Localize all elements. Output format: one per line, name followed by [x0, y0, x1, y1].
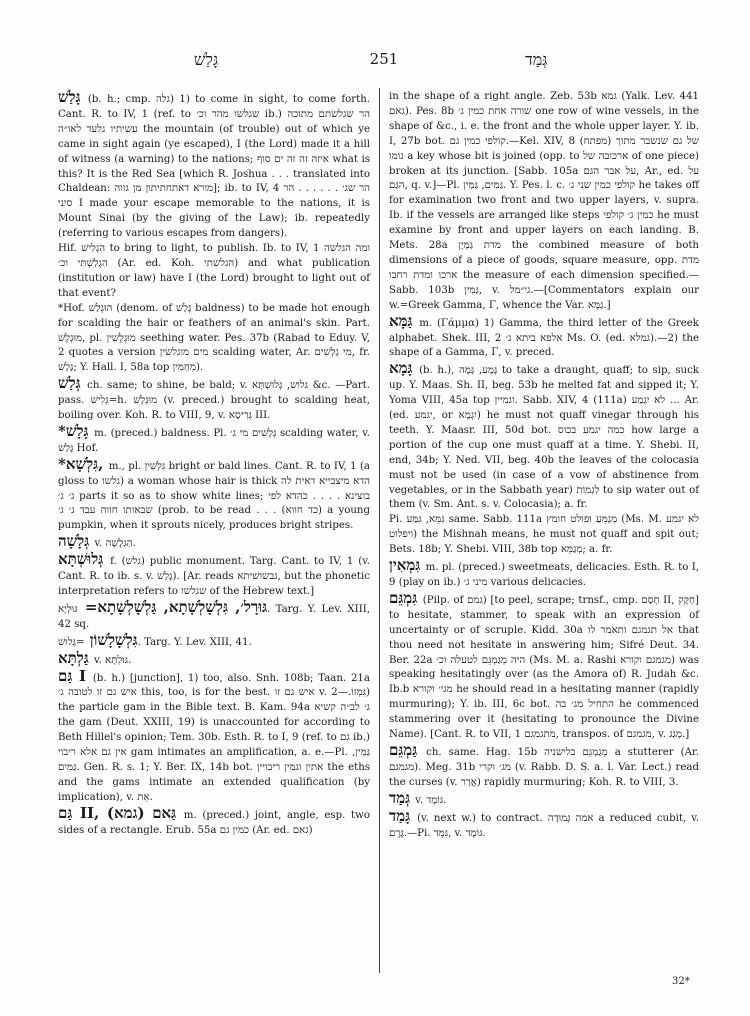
entry-headword: גַּם II, גַּאם (גמא) [58, 803, 184, 822]
entry-text: (b. h.) [junction], 1) too, also. Snh. 108b; Taan. 21a איש גם זו לטובה ג׳ this, too, is for the best. איש גם זו v. גִּמְזוֹ.—2) the particle gam in the Bible text. B. Kam. 94a ג׳ לב״ה קשיא the gam (Deut. XXIII, 19) is unaccounted for according to Beth Hillel's opinion; Tem. 30b. Esth. R. to I, 9 (ref. to גם ib.) אין גם אלא ריבוי gam intimates an amplification, a. e.—Pl. גַּמִּין, גַּמִּים. Gen. R. s. 1; Y. Ber. IX, 14b bot. אתין וגמין ריבויין the eths and the gams intimate an extended qualification (by implication), v. אֵת. [58, 672, 371, 803]
entry-text: Hif. הִגְלִישׁ to bring to light, to publish. Ib. to IV, 1 ומה הגלשה הִגְלַשְׁתִּי וכ׳ (Ar. ed. Koh. הגלשתי) and what publication (institution or law) have I (the Lord) brought to light out of that event? [58, 243, 370, 299]
entry-text: m. (preced.) baldness. Pl. גְּלָשִׁים מי ג׳ scalding water, v. גָּלַשׁ Hof. [58, 427, 370, 454]
entry-text: (b. h.; cmp. גלה) 1) to come in sight, to come forth. Cant. R. to IV, 1 (ref. to שגלשו מהר וכ׳ ib.) הר שגלשתם מתוכה עשיתיו גלעד לאו״ה the mountain (of trouble) out of which ye came in sight again (ye escaped), I (the Lord) made it a hill of witness (a warning) to the nations; איזה זה זה ים סוף what is this? It is the Red Sea [which R. Joshua . . . translated into Chaldean: מורא דאתחתיתון מן גווה]; ib. to IV, 4 הר שג׳ . . . . . . הר סיני I made your escape memorable to the nations, it is Mount Sinai (by the giving of the Law); ib. repeatedly (referring to various escapes from dangers). [58, 94, 371, 240]
dictionary-entry [389, 558, 699, 591]
entry-headword: גְּלָשָׁה [58, 532, 95, 551]
entry-text: m. (preced.) joint, angle, esp. two sides of a rectangle. Erub. 55a כמין גם (Ar. ed. גאם) [58, 809, 370, 836]
entry-text: v. גּוּלְתָּא. [93, 654, 132, 666]
entry-text: in the shape of a right angle. Zeb. 53b גמא (Yalk. Lev. 441 גאם). Pes. 8b שורה אחת כמין ג׳ one row of wine vessels, in the shape of &c., i. e. the front and the whole upper layer. Y. ib. I, 27b bot. קולפי כמין גם.—Kel. XIV, 8 (מפתח) של גם שנשבר מתוך גומו a key whose bit is joined (opp. to ארכובה של of one piece) broken at its junction. [Sabb. 105a על אבר הגם, Ar., ed. על הגַּם, q. v.]—Pl. גַּמִּים, גַּמִּין. Y. Pes. l. c. קולפי כמין שני ג׳ he takes off for examination two front and two upper layers, v. supra. Ib. if the vessels are arranged like steps כמין ג׳ קולפי he must examine by front and upper layers on each landing. B. Mets. 28a מדת גַּמְּיָן the combined measure of both dimensions of a piece of goods, square measure, opp. מדת ארכו ומדת רחבו the measure of each dimension specified.—Sabb. 103b גַּמִּין, v. גי״מל.—[Commentators explain our w.=Greek Gamma, Γ, whence the Var. גַּמָּא.] [389, 91, 700, 311]
dictionary-entry [58, 648, 370, 669]
entry-headword: גָּמָא [389, 359, 420, 378]
running-head-left: גָּלַשׁ [194, 50, 219, 69]
signature-mark: 32* [672, 976, 690, 987]
entry-headword: *גָּלָשׁ [58, 421, 95, 440]
entry-text: ch. same; to shine, be bald; v. גלוש, גְּלוּשְׁתָּא &c. —Part. pass. גְּלִישׁ=h. מוּגְלָשׁ (v. preced.) brought to scalding heat, boiling over. Koh. R. to VIII, 9, v. גְּרִיסָא III. [58, 380, 371, 422]
dictionary-entry [58, 302, 370, 377]
entry-text: ch. same. Hag. 15b מְגַמְגֵּם בלישניה a stutterer (Ar. מגמגם). Meg. 31b מג׳ וקרי (v. Rabb. D. S. a. l. Var. Lect.) read the curses (v. אֲרַר) rapidly murmuring; Koh. R. to VIII, 3. [389, 746, 699, 788]
dictionary-entry [389, 513, 699, 558]
entry-headword: גַּמְגֵּם [389, 740, 427, 759]
entry-headword: גַּלְתָּא [58, 648, 94, 667]
dictionary-entry [389, 361, 699, 513]
dictionary-entry [58, 90, 370, 242]
entry-headword: גִּלְשָׁלָשׁוֹן [84, 630, 138, 649]
dictionary-entry [58, 421, 370, 457]
dictionary-entry [389, 806, 699, 842]
entry-text: m., pl. גִּלְשִׁין bright or bald lines. Cant. R. to IV, 1 (a gloss to גלשו) a woman whose hair is thick הדא מיצבייא דאית לה ג׳ ג׳ parts it so as to show white lines; בוצינא . . . . כהדא לפי שבאותו חווה עבד ג׳ ג׳ (prob. to be read . . . (כד חווא) a young pumpkin, when it sprouts nicely, produces bright stripes. [58, 460, 371, 532]
entry-text: (v. next w.) to contract. אמה גְּמוּדָה a reduced cubit, v. גֶּרֶם.—Pi. גִּמֵּד, v. גּוֹמֶד. [389, 812, 699, 839]
entry-text: =גְּלוּשִׁ. Targ. Y. Lev. XIII, 41. [58, 636, 252, 648]
dictionary-entry [58, 803, 370, 839]
left-column [58, 90, 370, 839]
entry-headword: גִּמְאִין [389, 556, 426, 575]
dictionary-entry [389, 588, 700, 743]
entry-headword: גַּם I [58, 666, 93, 685]
dictionary-entry [58, 454, 371, 535]
dictionary-entry [58, 242, 370, 302]
entry-text: m. (Γάμμα) 1) Gamma, the third letter of the Greek alphabet. Shek. III, 2 אלפא ביתא ג׳ Ms. O. (ed. גמלא).—2) the shape of a Gamma, Γ, v. preced. [389, 317, 699, 359]
entry-headword: גּוּרָל׳, גִּלְשָׁלְשָׁתָא, גַּלְשָׁלְשָׁתָא= [77, 597, 268, 616]
entry-headword: גְּלוּשְׁתָּא [58, 550, 111, 569]
entry-text: f. (גלש) public monument. Targ. Cant. to IV, 1 (v. Cant. R. to ib. s. v. גָּלַשׁ). [Ar. reads גבשושיתא, but the phonetic interpretation refers to שגלשו of the Hebrew text.] [58, 556, 370, 597]
entry-headword: גָּלַשׁ [58, 88, 88, 106]
entry-headword: גְּמַד [389, 788, 416, 807]
entry-headword: גְּלַשׁ [58, 374, 88, 393]
dictionary-entry [58, 630, 370, 651]
page-number: 251 [369, 50, 399, 68]
entry-text: m. pl. (preced.) sweetmeats, delicacies. Esth. R. to I, 9 (play on ib.) מיני ג׳ various delicacies. [389, 562, 699, 588]
entry-headword: גָּמַד [389, 806, 418, 825]
entry-text: v. הַגְלָשָׁה. [94, 538, 136, 550]
entry-text: (b. h.), גָּמַע, גְּמָה to take a draught, quaff; to sip, suck up. Y. Maas. Sh. II, beg. 53b he melted fat and sipped it; Y. Yoma VIII, 45a top וגמיין. Sabb. XIV, 4 (111a) לא יִגְמַע ... Ar. (ed. יגמע, or יִגְמָא) he must not quaff vinegar through his teeth. Y. Maasr. III, 50d bot. כמה יגמע בכוס how large a portion of the cup one must quaff at a time. Y. Shebi. II, end, 34b; Y. Ned. VII, beg. 40b the leaves of the colocasia must not be used (in case of a vow of abstinence from vegetables, or in the Sabbath year) לִגְמוֹת to sip water out of them (v. Sm. Ant. s. v. Colocasia); a. fr. [389, 365, 699, 511]
dictionary-entry [58, 597, 370, 633]
dictionary-entry [389, 311, 699, 362]
entry-headword: *גִּלְשָׁא, [58, 454, 109, 473]
dictionary-entry [58, 666, 371, 806]
entry-text: (Pilp. of גמם) [to peel, scrape; trnsf., cmp. חָסַם II, חַקָּק] to hesitate, stammer, to speak with an expression of uncertainty or of scruple. Kidd. 30a אל תגמגם ותאמר לו that thou need not hesitate in answering him; Sifré Deut. 34. Ber. 22a היה מְגַמְגֵּם לטעלה וכ׳ (Ms. M. a. Rashi מגמגם וקורא) was speaking hesitatingly over (as the Amora of) R. Judah &c. Ib.b מגי׳ וקורא he should read in a hesitating manner (rapidly murmuring); Y. ib. III, 6c bot. התחיל מג׳ בה he commenced stammering over it (hesitating to pronounce the Divine Name). [Cant. R. to VII, 1 מתגמגם, transpos. of מגמגם, v. מְגַג.] [389, 594, 700, 741]
entry-text: v. גּוֹמֶד. [415, 794, 447, 806]
right-column [389, 90, 699, 841]
dictionary-entry [389, 90, 699, 314]
entry-text: Pi. גִּמֵּא, גִּמַּע same. Sabb. 111a מְגַמֵּעַ ופולט חומץ (Ms. M. לא יגמע ויפלוט) the Mishnah means, he must not quaff and spit out; Bets. 18b; Y. Shebi. VIII, 38b top מְגַמֵּא; a. fr. [389, 514, 699, 556]
dictionary-entry [389, 788, 699, 809]
dictionary-entry [58, 552, 370, 600]
entry-headword: גִּמְגֵּם [389, 588, 423, 607]
dictionary-entry [389, 740, 699, 791]
running-head-right: גְּמַד [525, 50, 548, 69]
entry-text: גּוּלְיָא. Targ. Y. Lev. XIII, 42 sq. [58, 603, 370, 630]
entry-headword: גַּמָּא [389, 311, 420, 330]
entry-text: *Hof. הוּגְלַשׁ (denom. of גָּלַשׁ baldness) to be made hot enough for scalding the hair or feathers of an animal's skin. Part. מוּגְלָשׁ, pl. מוּגְלָשִׁין seething water. Pes. 37b (Rabad to Eduy. V, 2 quotes a version מים מוגלשין scalding water, Ar. מי גְלָשִׁים, fr. גָּלָשׁ; Y. Hall. I, 58a top מֵחַמִּין). [58, 302, 370, 374]
column-divider [379, 88, 380, 973]
dictionary-entry [58, 376, 370, 424]
